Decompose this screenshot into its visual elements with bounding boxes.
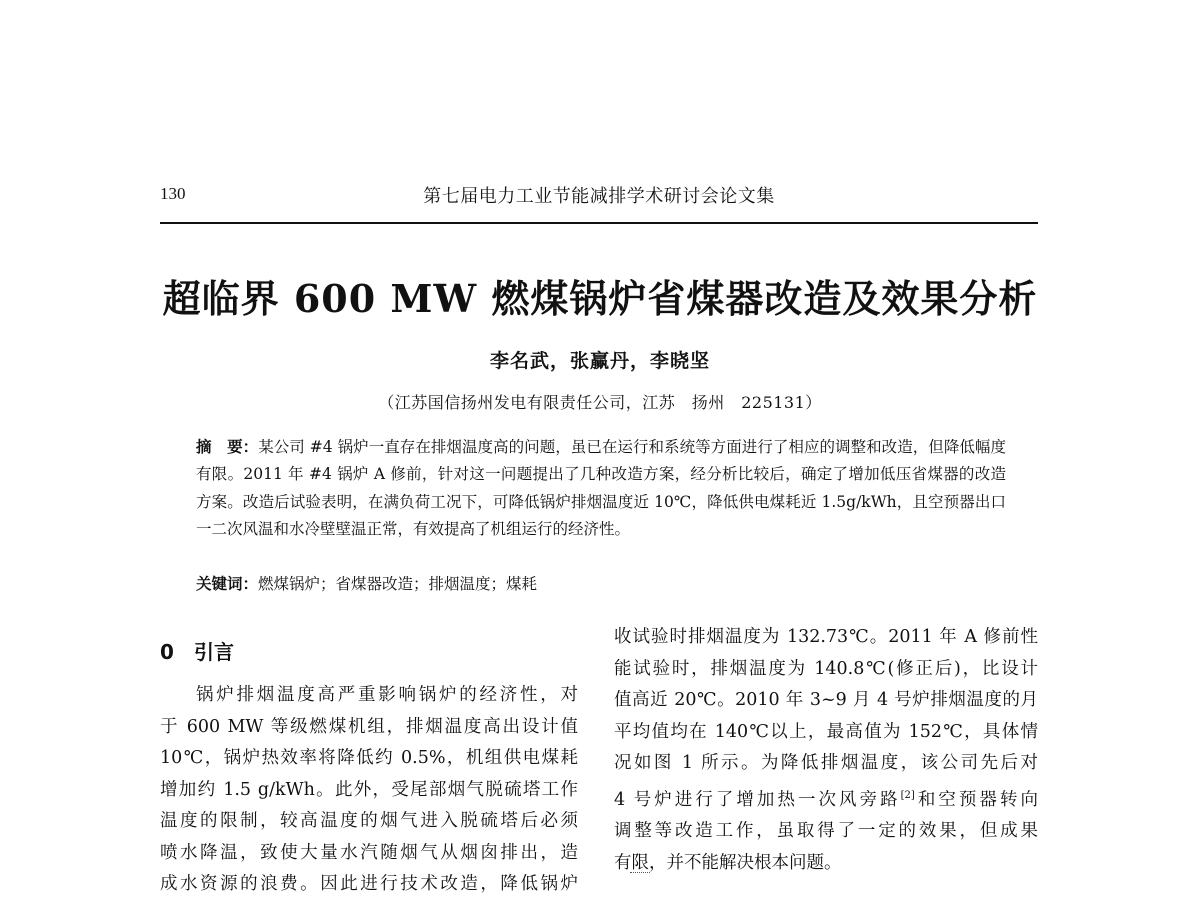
abstract-text: 某公司 #4 锅炉一直存在排烟温度高的问题，虽已在运行和系统等方面进行了相应的调整和改造，但降低幅度有限。2011 年 #4 锅炉 A 修前，针对这一问题提出了几种改造方案，经分析比较后，确定了增加低压省煤器的改造方案。改造后试验表明，在满负荷工况下，可降低锅炉排烟温度近 10℃，降低供电煤耗近 1.5g/kWh，且空预器出口一二次风温和水冷壁壁温正常，有效提高了机组运行的经济性。 (196, 438, 1006, 539)
body-line: 10℃，锅炉热效率将降低约 0.5%，机组供电煤耗 (160, 748, 578, 768)
body-left-column (160, 680, 578, 901)
keywords-text: 燃煤锅炉；省煤器改造；排烟温度；煤耗 (258, 575, 538, 593)
keywords (196, 572, 1006, 596)
keywords-label: 关键词： (196, 575, 259, 593)
paper-title: 超临界 600 MW 燃煤锅炉省煤器改造及效果分析 (162, 276, 1038, 321)
body-line: 况如图 1 所示。为降低排烟温度，该公司先后对 (614, 753, 1038, 774)
body-line: 调整等改造工作，虽取得了一定的效果，但成果 (614, 821, 1038, 842)
running-head (160, 180, 1038, 210)
section-heading (160, 636, 234, 665)
authors: 李名武，张赢丹，李晓坚 (489, 350, 710, 372)
body-line: 温度的限制，较高温度的烟气进入脱硫塔后必须 (160, 811, 578, 831)
body-line: 收试验时排烟温度为 132.73℃。2011 年 A 修前性 (614, 627, 1038, 647)
body-line: 能试验时，排烟温度为 140.8℃(修正后)，比设计 (614, 658, 1038, 679)
abstract-label: 摘 要： (196, 438, 259, 456)
journal-title: 第七届电力工业节能减排学术研讨会论文集 (423, 186, 775, 207)
body-line: 喷水降温，致使大量水汽随烟气从烟囱排出，造 (160, 842, 578, 863)
body-line: 有限，并不能解决根本问题。 (614, 852, 842, 873)
affiliation: （江苏国信扬州发电有限责任公司，江苏 扬州 225131） (378, 393, 822, 412)
page-number: 130 (160, 184, 186, 203)
body-text: 和空预器转向 (914, 789, 1038, 810)
body-right-column (614, 622, 1038, 880)
body-line: 成水资源的浪费。因此进行技术改造，降低锅炉 (160, 874, 578, 894)
body-line: 值高近 20℃。2010 年 3~9 月 4 号炉排烟温度的月 (614, 690, 1038, 711)
scan-artifact (630, 872, 650, 876)
body-text: 4 号炉进行了增加热一次风旁路 (614, 789, 901, 810)
body-line: 增加约 1.5 g/kWh。此外，受尾部烟气脱硫塔工作 (160, 779, 578, 800)
body-line-with-citation (614, 780, 1038, 816)
header-rule (160, 222, 1038, 224)
abstract (196, 434, 1006, 544)
section-title: 引言 (194, 640, 234, 664)
body-line: 于 600 MW 等级燃煤机组，排烟温度高出设计值 (160, 716, 578, 737)
body-line: 锅炉排烟温度高严重影响锅炉的经济性，对 (196, 685, 578, 705)
section-number: 0 (160, 640, 174, 664)
citation-mark: [2] (900, 789, 915, 801)
body-line: 平均值均在 140℃以上，最高值为 152℃，具体情 (614, 721, 1038, 742)
